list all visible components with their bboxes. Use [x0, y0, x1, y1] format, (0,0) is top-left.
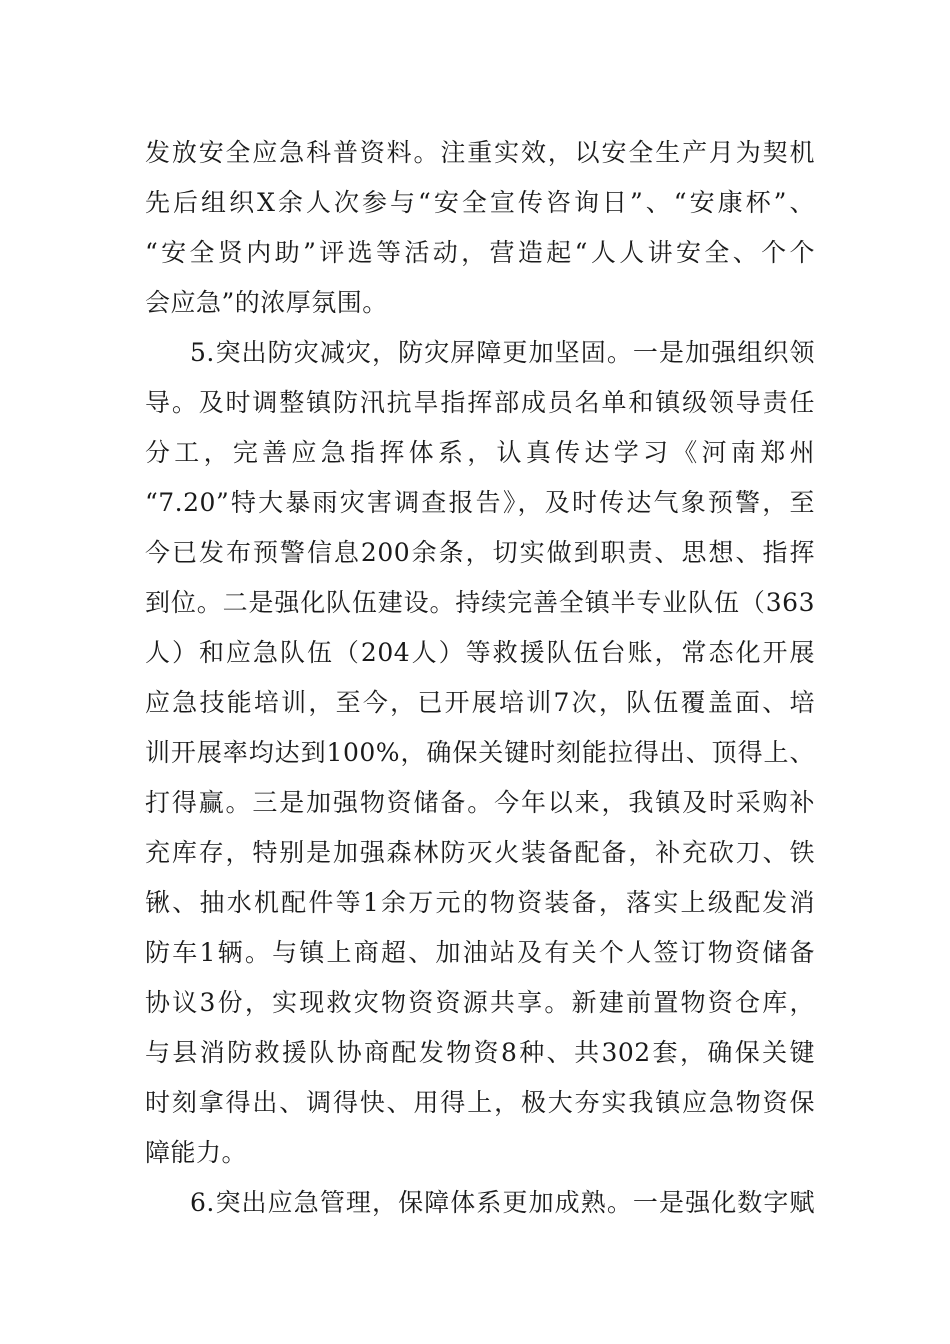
text-line: 锹、抽水机配件等1余万元的物资装备，落实上级配发消 — [145, 888, 815, 917]
text-line: 会应急”的浓厚氛围。 — [145, 288, 388, 317]
paragraph-6-first-line: 6.突出应急管理，保障体系更加成熟。一是强化数字赋 — [190, 1188, 815, 1217]
text-line: 到位。二是强化队伍建设。持续完善全镇半专业队伍（363 — [145, 588, 815, 617]
text-line: “安全贤内助”评选等活动，营造起“人人讲安全、个个 — [145, 238, 815, 267]
text-line: 先后组织X余人次参与“安全宣传咨询日”、“安康杯”、 — [145, 188, 815, 217]
text-line: 充库存，特别是加强森林防灭火装备配备，补充砍刀、铁 — [145, 838, 815, 867]
text-line: 协议3份，实现救灾物资资源共享。新建前置物资仓库， — [145, 988, 815, 1017]
text-line: 今已发布预警信息200余条，切实做到职责、思想、指挥 — [145, 538, 815, 567]
text-line: “7.20”特大暴雨灾害调查报告》，及时传达气象预警，至 — [145, 488, 815, 517]
text-line: 人）和应急队伍（204人）等救援队伍台账，常态化开展 — [145, 638, 815, 667]
text-line: 训开展率均达到100%，确保关键时刻能拉得出、顶得上、 — [145, 738, 815, 767]
text-line: 分工，完善应急指挥体系，认真传达学习《河南郑州 — [145, 438, 815, 467]
text-line: 障能力。 — [145, 1138, 248, 1167]
text-line: 防车1辆。与镇上商超、加油站及有关个人签订物资储备 — [145, 938, 815, 967]
text-line: 发放安全应急科普资料。注重实效，以安全生产月为契机 — [145, 138, 815, 167]
text-line: 导。及时调整镇防汛抗旱指挥部成员名单和镇级领导责任 — [145, 388, 815, 417]
text-line: 时刻拿得出、调得快、用得上，极大夯实我镇应急物资保 — [145, 1088, 815, 1117]
text-line: 打得赢。三是加强物资储备。今年以来，我镇及时采购补 — [145, 788, 815, 817]
text-line: 与县消防救援队协商配发物资8种、共302套，确保关键 — [145, 1038, 815, 1067]
paragraph-5-first-line: 5.突出防灾减灾，防灾屏障更加坚固。一是加强组织领 — [190, 338, 815, 367]
text-line: 应急技能培训，至今，已开展培训7次，队伍覆盖面、培 — [145, 688, 815, 717]
